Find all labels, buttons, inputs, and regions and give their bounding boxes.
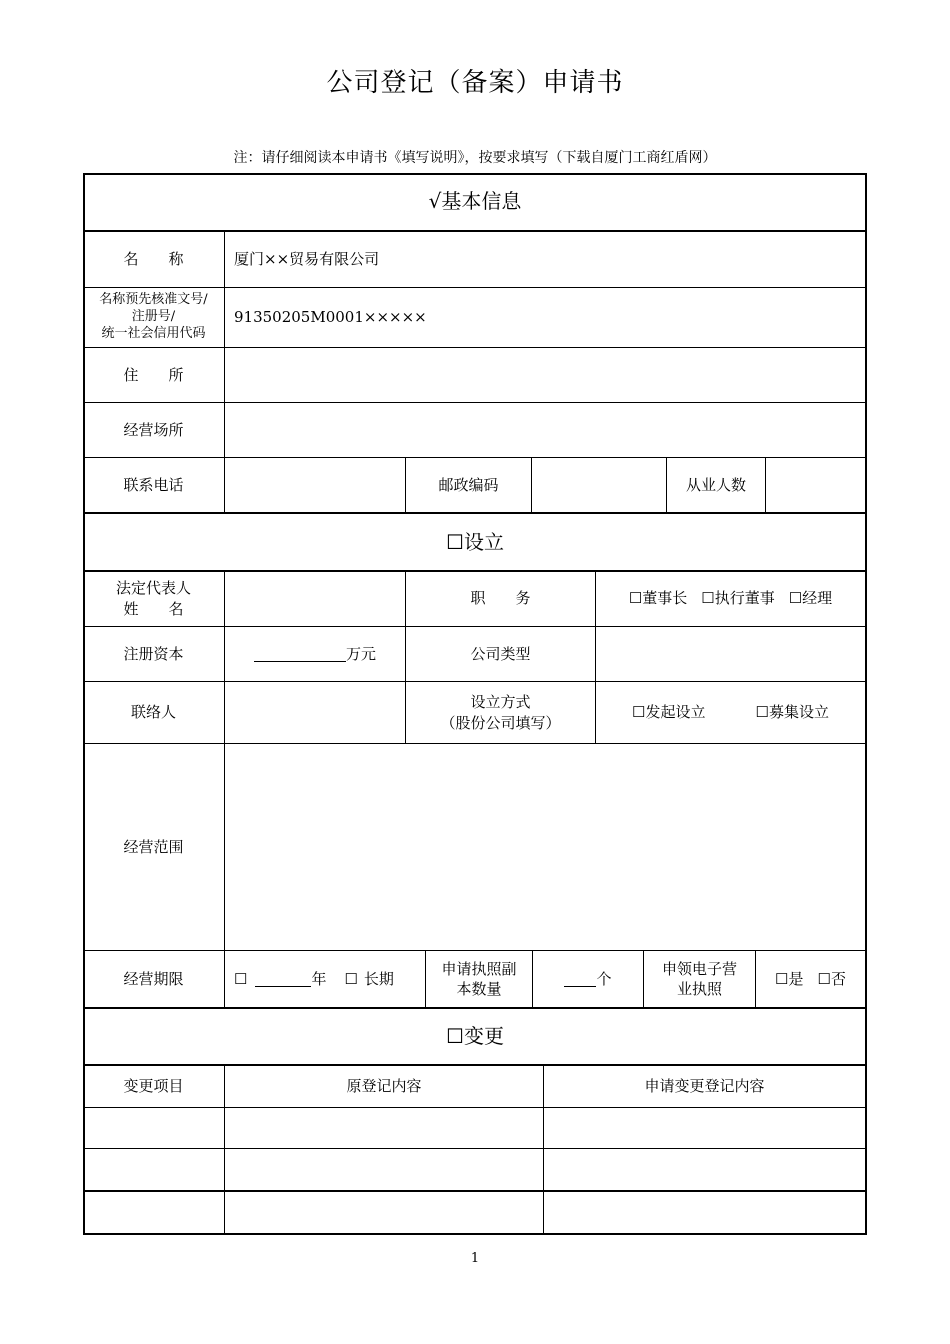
license-copies-blank[interactable]	[564, 972, 596, 987]
license-copies-label	[426, 951, 532, 1007]
change-row-1-original[interactable]	[225, 1108, 543, 1148]
postcode-field[interactable]	[532, 458, 666, 512]
method-option-fundraising[interactable]: ☐募集设立	[755, 703, 829, 722]
phone-label: 联系电话	[123, 475, 184, 494]
position-option-chairman[interactable]: ☐董事长	[628, 589, 688, 608]
position-option-executive-director[interactable]: ☐执行董事	[701, 589, 775, 608]
change-row-3-item[interactable]	[83, 1192, 224, 1233]
e-license-label	[644, 951, 755, 1007]
address-label: 住 所	[123, 365, 184, 384]
period-years-blank[interactable]	[255, 972, 311, 987]
change-row-3-original[interactable]	[225, 1192, 543, 1233]
company-name-field[interactable]: 厦门××贸易有限公司	[234, 249, 380, 268]
registration-code-label-line2: 注册号/	[131, 309, 176, 325]
registered-capital-field[interactable]	[225, 627, 405, 681]
change-row-2-original[interactable]	[225, 1149, 543, 1190]
registration-code-label-line1: 名称预先核准文号/	[99, 292, 208, 308]
company-type-field[interactable]	[596, 627, 865, 681]
position-option-manager[interactable]: ☐经理	[788, 589, 833, 608]
operating-period-label: 经营期限	[123, 969, 184, 988]
operating-period-field	[225, 951, 425, 1007]
registration-code-label	[83, 288, 224, 347]
change-col-new: 申请变更登记内容	[644, 1077, 765, 1096]
license-copies-label-line2: 本数量	[456, 980, 502, 998]
business-place-field[interactable]	[225, 403, 865, 457]
employees-field[interactable]	[766, 458, 865, 512]
business-place-label: 经营场所	[123, 420, 184, 439]
change-row-1-item[interactable]	[83, 1108, 224, 1148]
contact-person-label: 联络人	[130, 703, 176, 722]
e-license-label-line2: 业执照	[676, 980, 722, 998]
e-license-yes[interactable]: ☐是	[775, 969, 804, 988]
license-copies-unit: 个	[596, 969, 612, 988]
business-scope-label: 经营范围	[123, 837, 184, 856]
period-long-term-checkbox[interactable]: ☐	[344, 969, 358, 988]
position-label: 职 务	[470, 589, 531, 608]
page-number: 1	[470, 1251, 480, 1266]
legal-rep-label-line1: 法定代表人	[115, 579, 191, 598]
section-header-basic-info: √基本信息	[428, 189, 522, 213]
position-options	[596, 571, 865, 626]
change-col-original: 原登记内容	[346, 1077, 422, 1096]
change-row-2-new[interactable]	[544, 1149, 865, 1190]
change-col-item: 变更项目	[123, 1077, 184, 1096]
postcode-label: 邮政编码	[438, 475, 499, 494]
legal-representative-field[interactable]	[225, 571, 405, 626]
period-year-unit: 年	[311, 969, 327, 988]
registered-capital-label: 注册资本	[123, 644, 184, 663]
establish-method-label-line2: （股份公司填写）	[440, 713, 561, 732]
period-long-term-label: 长期	[363, 969, 394, 988]
change-row-1-new[interactable]	[544, 1108, 865, 1148]
contact-person-field[interactable]	[225, 682, 405, 743]
e-license-options	[756, 951, 865, 1007]
establish-method-options	[596, 682, 865, 743]
method-option-promotion[interactable]: ☐发起设立	[632, 703, 706, 722]
license-copies-label-line1: 申请执照副	[441, 959, 517, 978]
business-scope-field[interactable]	[225, 744, 865, 950]
change-row-3-new[interactable]	[544, 1192, 865, 1233]
e-license-no[interactable]: ☐否	[817, 969, 846, 988]
capital-unit: 万元	[345, 644, 376, 663]
establish-method-label	[406, 682, 595, 743]
page-title: 公司登记（备案）申请书	[326, 68, 624, 98]
legal-rep-label-line2: 姓 名	[123, 599, 184, 618]
e-license-label-line1: 申领电子营	[661, 959, 737, 978]
capital-blank[interactable]	[254, 647, 346, 662]
instruction-note: 注：请仔细阅读本申请书《填写说明》，按要求填写（下载自厦门工商红盾网）	[233, 150, 717, 166]
legal-representative-label	[83, 571, 224, 626]
section-header-establish[interactable]: ☐设立	[446, 529, 504, 554]
company-type-label: 公司类型	[470, 644, 531, 663]
section-header-change[interactable]: ☐变更	[446, 1024, 504, 1048]
employees-label: 从业人数	[685, 475, 746, 494]
registration-code-label-line3: 统一社会信用代码	[101, 325, 206, 341]
establish-method-label-line1: 设立方式	[470, 693, 531, 712]
address-field[interactable]	[225, 348, 865, 402]
period-years-checkbox[interactable]: ☐	[234, 969, 248, 988]
registration-code-field[interactable]: 91350205M0001×××××	[234, 308, 427, 327]
change-row-2-item[interactable]	[83, 1149, 224, 1190]
phone-field[interactable]	[225, 458, 405, 512]
company-name-label: 名 称	[123, 249, 184, 268]
license-copies-field	[533, 951, 643, 1007]
